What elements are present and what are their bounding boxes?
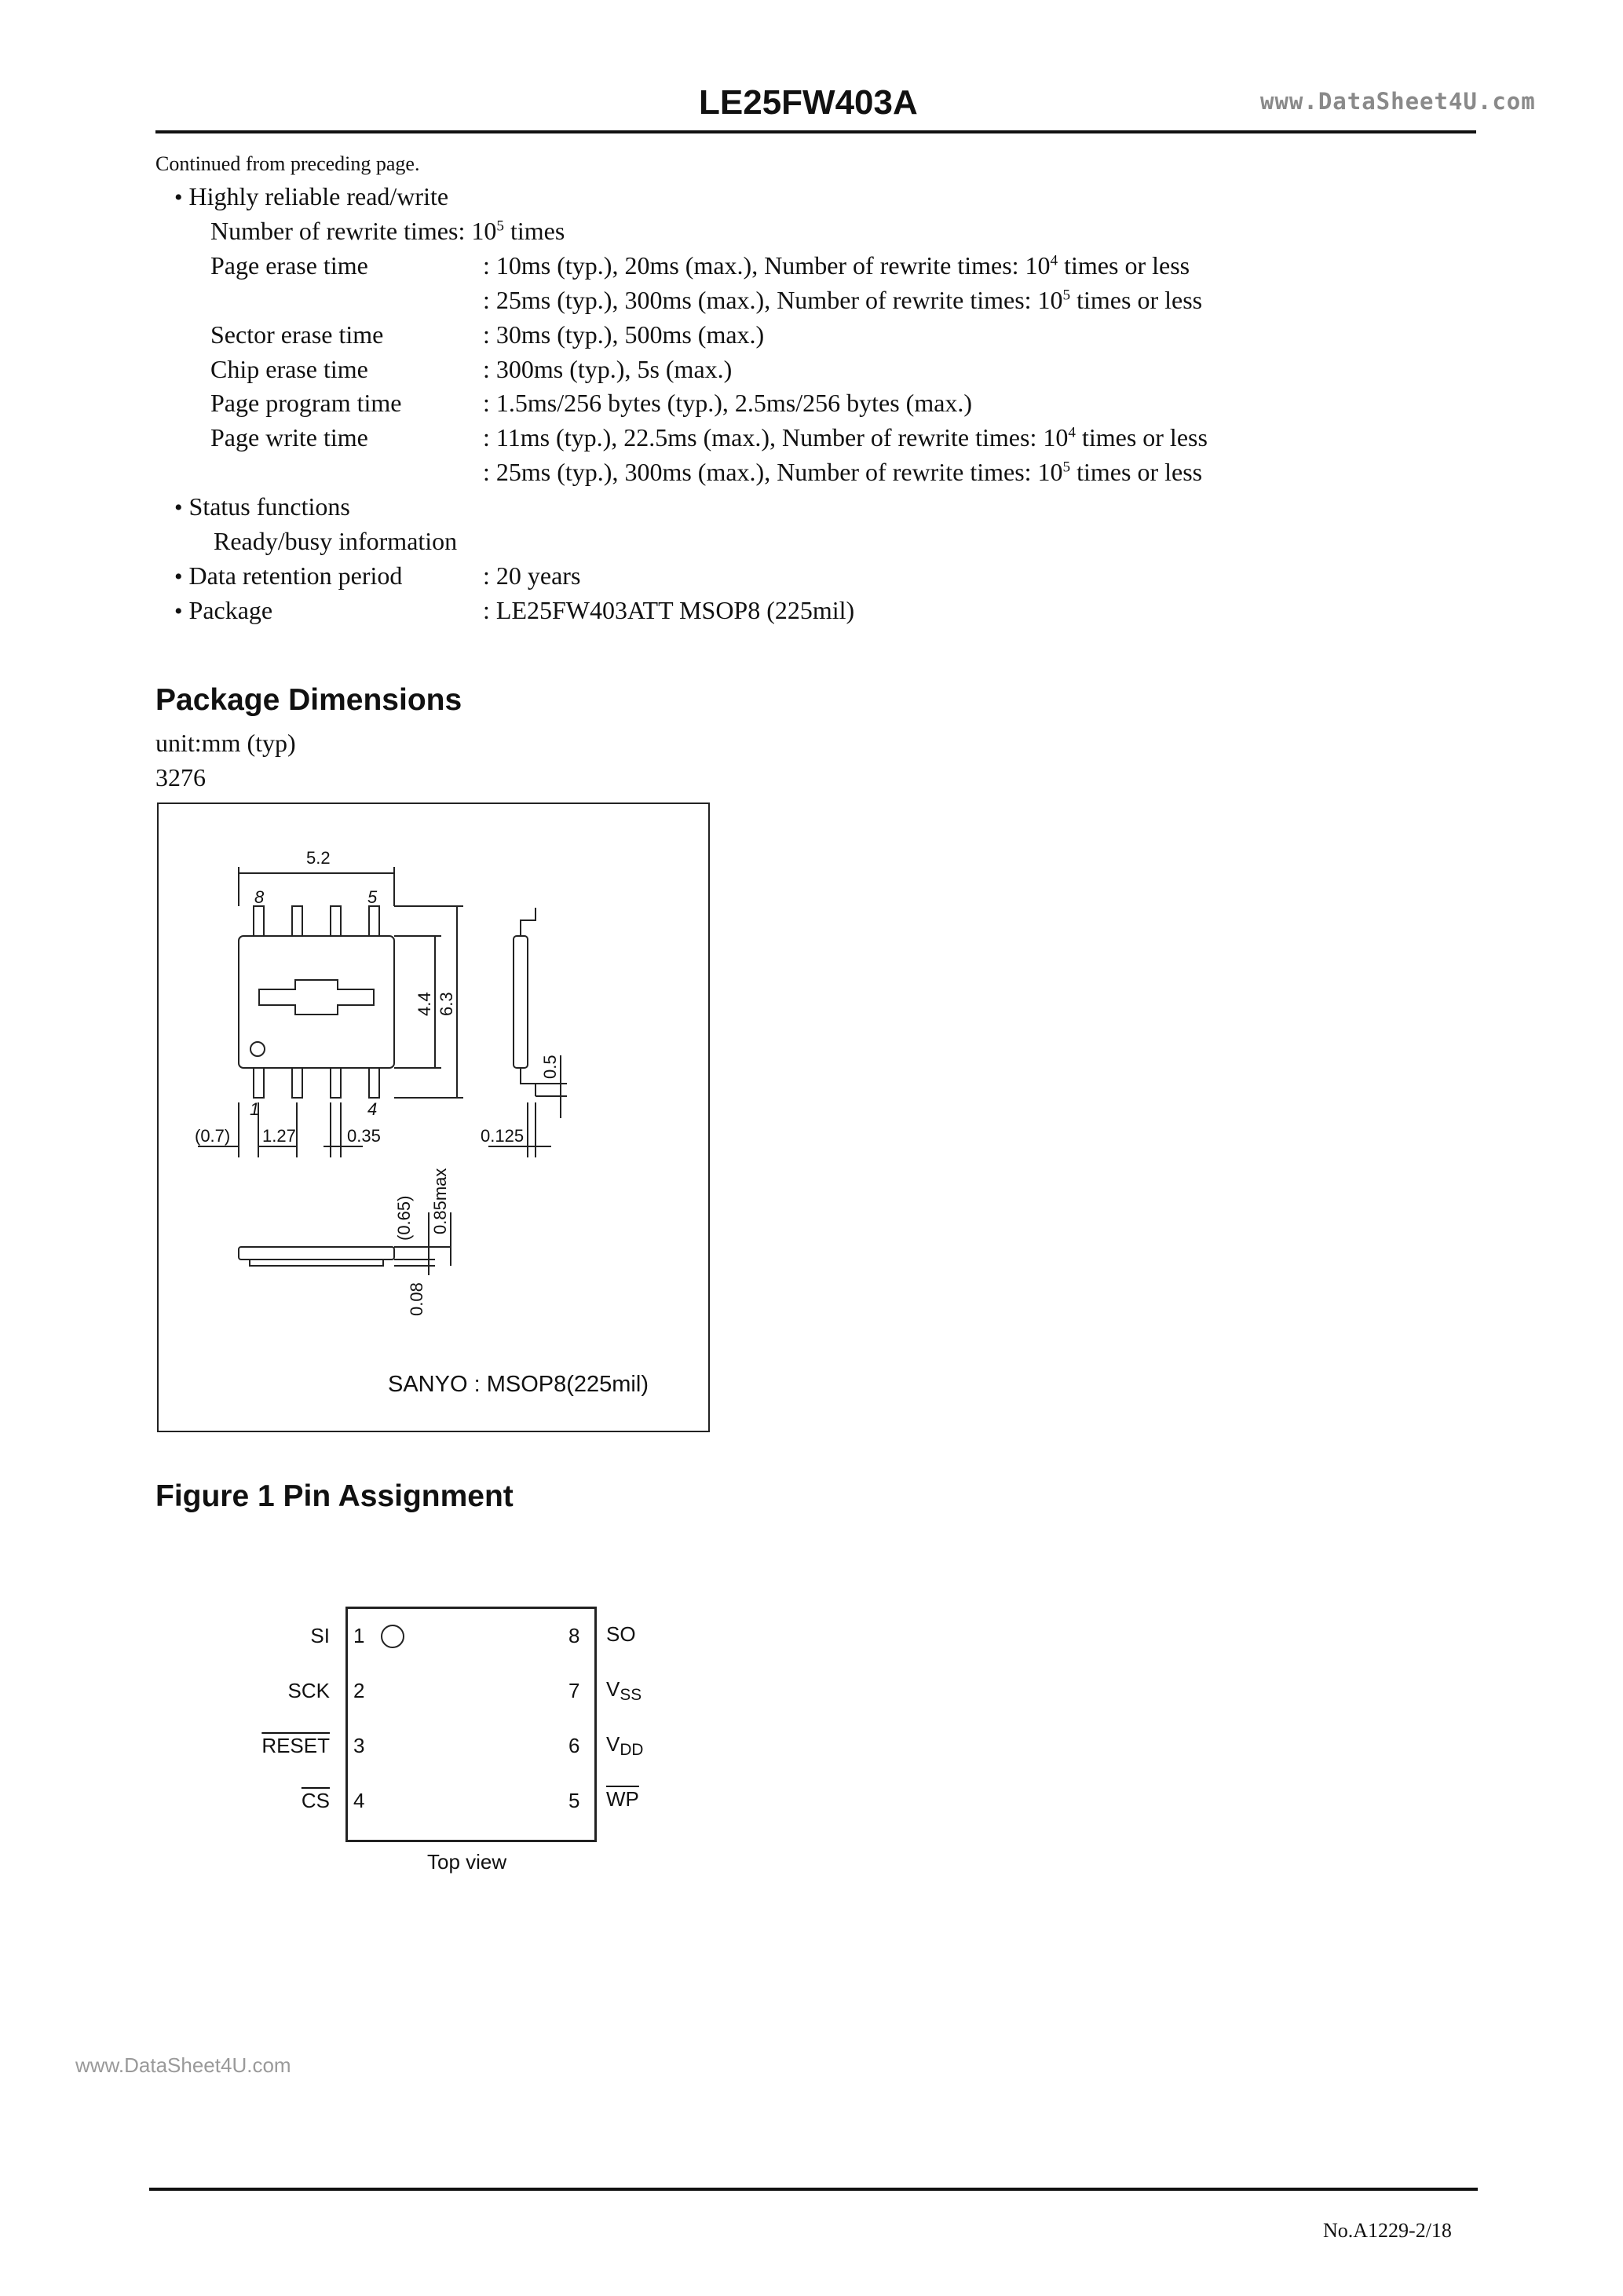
right-pin-num-7: 7: [568, 1679, 580, 1702]
dim-1-27-label: 1.27: [262, 1126, 296, 1146]
right-pin-name-8: SO: [606, 1622, 636, 1646]
bullet-icon: •: [174, 564, 183, 590]
ic-standoff: [250, 1260, 383, 1266]
footer-rule: [149, 2188, 1478, 2191]
feature-heading: Highly reliable read/write: [188, 182, 449, 210]
pin-lead: [331, 1068, 341, 1098]
dim-0-08-label: 0.08: [407, 1282, 426, 1316]
left-pin-name-4: $\overline{CS}$: [301, 1789, 330, 1812]
pin-name-main: V: [606, 1677, 620, 1701]
chip-erase-label: Chip erase time: [210, 355, 368, 383]
value-suffix: times or less: [1064, 251, 1190, 280]
ic-body-front-view: [239, 1247, 394, 1260]
package-code: 3276: [155, 763, 206, 792]
value-suffix: times or less: [1077, 286, 1203, 314]
right-pin-num-8: 8: [568, 1624, 580, 1647]
pin-name-main: V: [606, 1732, 620, 1756]
right-pin-name-6: [606, 1732, 644, 1760]
page-number: No.A1229-2/18: [1323, 2219, 1452, 2242]
dim-0-5-label: 0.5: [540, 1055, 560, 1079]
package-caption: SANYO : MSOP8(225mil): [388, 1372, 649, 1397]
mold-mark: [259, 980, 374, 1015]
pin1-marker: [250, 1042, 265, 1056]
dim-width-label: 5.2: [306, 848, 331, 868]
label-text: Number of rewrite times: [210, 217, 459, 245]
package-value: : LE25FW403ATT MSOP8 (225mil): [483, 596, 855, 624]
bullet-icon: •: [174, 495, 183, 521]
value-suffix: times or less: [1081, 423, 1208, 452]
feature-bullet-retention: [174, 560, 402, 593]
value-exponent: 5: [1062, 287, 1071, 304]
pin8-label: 8: [254, 887, 265, 907]
right-pin-name-7: [606, 1677, 642, 1705]
feature-bullet-status: [174, 491, 350, 524]
sector-erase-value: : 30ms (typ.), 500ms (max.): [483, 320, 765, 349]
page-erase-value-1: [483, 250, 1190, 281]
value-text: : 25ms (typ.), 300ms (max.), Number of rewrite times: 10: [483, 458, 1063, 486]
chip-erase-value: : 300ms (typ.), 5s (max.): [483, 355, 733, 383]
page-write-label: Page write time: [210, 423, 368, 452]
document-title: LE25FW403A: [699, 83, 918, 122]
page-erase-value-2: [483, 284, 1202, 316]
left-pin-num-2: 2: [353, 1679, 365, 1702]
pin-name-sub: SS: [620, 1686, 642, 1705]
left-pin-num-3: 3: [353, 1734, 365, 1757]
left-pin-num-4: 4: [353, 1789, 365, 1812]
dim-4-4-label: 4.4: [415, 992, 434, 1016]
package-drawing: [159, 804, 708, 1431]
value-text: : 25ms (typ.), 300ms (max.), Number of rewrite times: 10: [483, 286, 1063, 314]
package-dimensions-title: Package Dimensions: [155, 683, 462, 717]
value-suffix: times or less: [1077, 458, 1203, 486]
rewrite-suffix: times: [510, 217, 565, 245]
status-sub-item: Ready/busy information: [214, 527, 458, 555]
value-exponent: 4: [1050, 252, 1058, 269]
right-pin-name-5: $\overline{WP}$: [606, 1787, 639, 1811]
ic-body-top-view: [239, 936, 394, 1068]
value-exponent: 4: [1068, 424, 1076, 441]
left-pin-name-3: RESET: [261, 1734, 330, 1757]
pin-lead: [331, 906, 341, 936]
dim-0-125-label: 0.125: [481, 1126, 525, 1146]
label-colon: :: [458, 217, 466, 245]
pin1-marker-icon: [381, 1625, 404, 1648]
page-program-value: : 1.5ms/256 bytes (typ.), 2.5ms/256 bytes (max.): [483, 389, 973, 417]
pin-lead: [254, 1068, 264, 1098]
header-rule: [155, 130, 1476, 133]
ic-body-side-view: [514, 936, 528, 1068]
pin-lead: [292, 1068, 302, 1098]
feature-bullet-package: [174, 594, 272, 627]
pin-name-sub: DD: [620, 1741, 644, 1760]
dim-0-35-label: 0.35: [347, 1126, 381, 1146]
dim-0-7-label: (0.7): [195, 1126, 231, 1146]
feature-heading: Status functions: [188, 492, 350, 521]
feature-bullet-reliable: [174, 181, 448, 214]
package-drawing-frame: [157, 803, 710, 1432]
right-pin-num-5: 5: [568, 1789, 580, 1812]
value-text: : 11ms (typ.), 22.5ms (max.), Number of rewrite times: 10: [483, 423, 1069, 452]
pin1-label: 1: [250, 1099, 260, 1119]
dim-0-65-label: (0.65): [394, 1195, 414, 1241]
value-text: : 10ms (typ.), 20ms (max.), Number of rewrite times: 10: [483, 251, 1051, 280]
sector-erase-label: Sector erase time: [210, 320, 384, 349]
left-pin-name-1: SI: [310, 1624, 330, 1647]
pin5-label: 5: [367, 887, 378, 907]
pin-lead: [369, 1068, 379, 1098]
page-write-value-2: [483, 456, 1202, 488]
side-lead-bottom: [521, 1068, 536, 1096]
feature-heading: Data retention period: [188, 561, 403, 590]
ic-top-view-box: [345, 1607, 597, 1842]
rewrite-base: 10: [471, 217, 497, 245]
page-program-label: Page program time: [210, 389, 402, 417]
pin-assignment-title: Figure 1 Pin Assignment: [155, 1479, 514, 1513]
continued-note: Continued from preceding page.: [155, 152, 420, 175]
top-view-caption: Top view: [427, 1850, 507, 1874]
left-pin-num-1: 1: [353, 1624, 365, 1647]
dim-0-85max-label: 0.85max: [430, 1168, 450, 1234]
header-site-link[interactable]: www.DataSheet4U.com: [1260, 88, 1536, 115]
feature-heading: Package: [188, 596, 273, 624]
value-exponent: 5: [1062, 459, 1071, 476]
package-unit: unit:mm (typ): [155, 729, 296, 757]
retention-value: : 20 years: [483, 561, 581, 590]
rewrite-exponent: 5: [496, 218, 504, 235]
footer-site-link[interactable]: www.DataSheet4U.com: [75, 2053, 291, 2077]
pin-lead: [369, 906, 379, 936]
rewrite-times-label: [210, 215, 565, 247]
page-erase-label: Page erase time: [210, 251, 368, 280]
left-pin-name-2: SCK: [287, 1679, 330, 1702]
pin-lead: [254, 906, 264, 936]
dim-6-3-label: 6.3: [437, 992, 456, 1016]
side-lead-top: [521, 908, 536, 936]
bullet-icon: •: [174, 185, 183, 210]
pin4-label: 4: [367, 1099, 378, 1119]
right-pin-num-6: 6: [568, 1734, 580, 1757]
page-write-value-1: [483, 422, 1208, 453]
bullet-icon: •: [174, 598, 183, 624]
pin-lead: [292, 906, 302, 936]
